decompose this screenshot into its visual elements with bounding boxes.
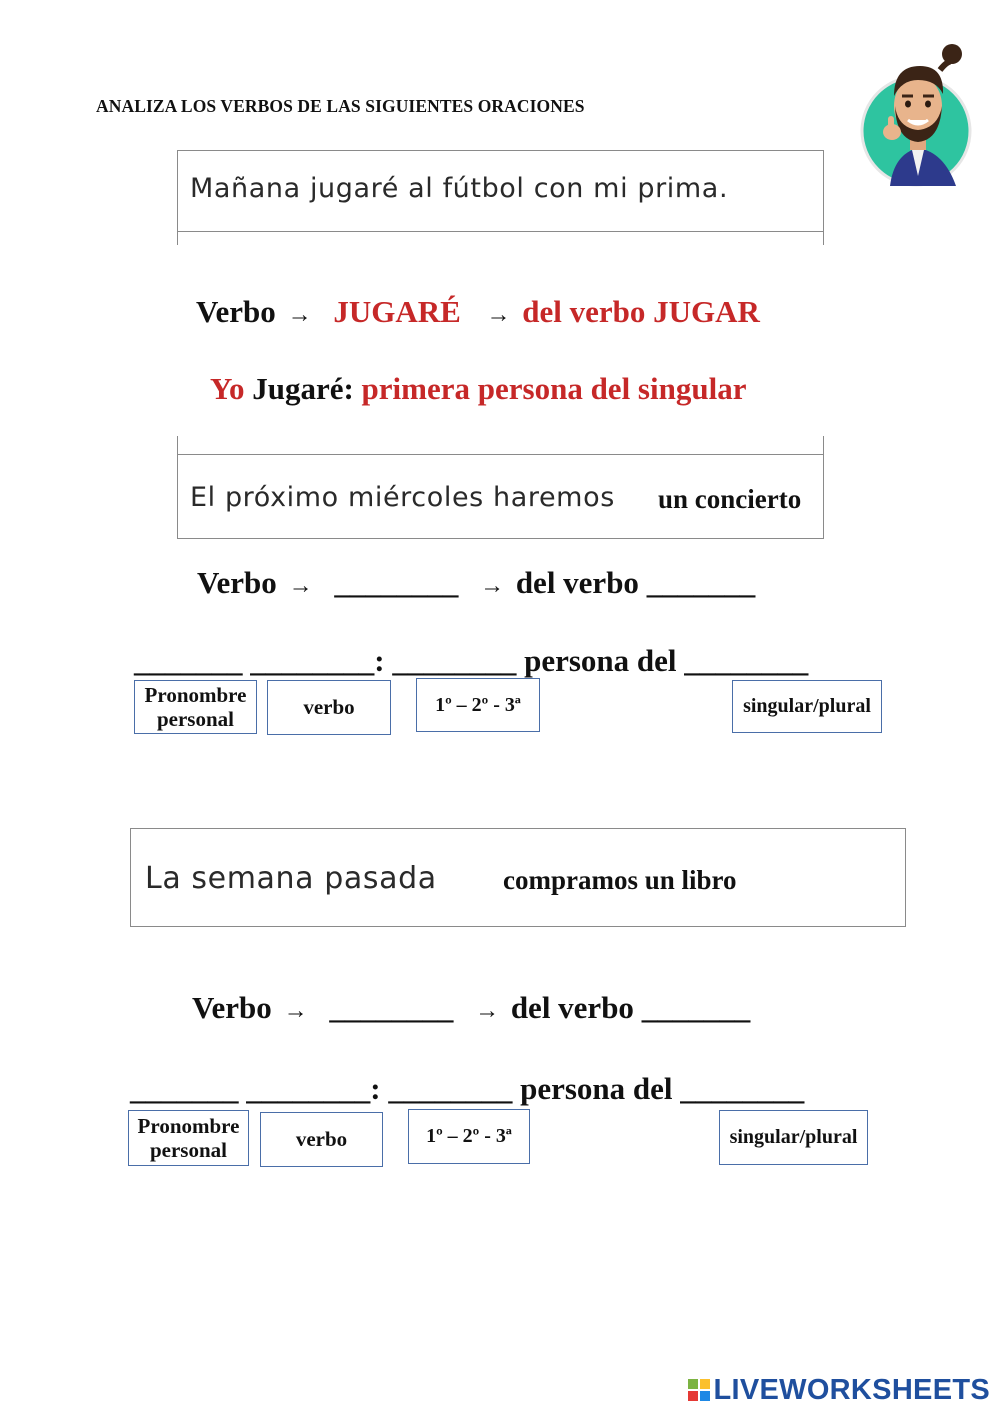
tag-persona: 1º – 2º - 3ª [416, 678, 540, 732]
arrow: → [475, 998, 500, 1024]
arrow: → [288, 573, 313, 599]
exercise2-sentence-part1: La semana pasada [145, 861, 437, 896]
verbo-label: Verbo [196, 294, 276, 329]
example-sentence-box [177, 150, 824, 245]
teacher-avatar [860, 36, 978, 188]
blank-pronoun-input[interactable]: _______ [130, 1071, 239, 1106]
exercise2-sentence-part2: compramos un libro [503, 865, 737, 895]
arrow: → [283, 998, 308, 1024]
tag-pronombre: Pronombre personal [128, 1110, 249, 1166]
arrow: → [486, 302, 511, 328]
verbo-label: Verbo [197, 565, 277, 600]
worksheet-title: ANALIZA LOS VERBOS DE LAS SIGUIENTES ORACIONES [96, 96, 585, 116]
exercise1-sentence-box [177, 436, 824, 539]
blank-person-input[interactable]: ________ [392, 643, 517, 678]
divider [178, 454, 823, 455]
blank-number-input[interactable]: ________ [680, 1071, 805, 1106]
blank-conjugated-input[interactable]: ________: [250, 643, 385, 678]
persona-del-label: persona del [524, 643, 677, 678]
exercise2-verb-line [192, 990, 750, 1026]
blank-conjugated-input[interactable]: ________: [246, 1071, 381, 1106]
exercise1-verb-line [197, 565, 755, 601]
del-verbo-label: del verbo [515, 565, 639, 600]
example-verb-form: JUGARÉ [333, 294, 461, 329]
example-pronoun: Yo [210, 371, 245, 406]
tag-persona: 1º – 2º - 3ª [408, 1109, 530, 1164]
divider [178, 231, 823, 232]
arrow: → [287, 302, 312, 328]
exercise1-sentence-part1: El próximo miércoles haremos [190, 482, 615, 513]
tag-verbo: verbo [260, 1112, 383, 1167]
example-conjugated: Jugaré: [252, 371, 354, 406]
brand-name: LIVEWORKSHEETS [713, 1373, 990, 1406]
verbo-label: Verbo [192, 990, 272, 1025]
liveworksheets-logo [687, 1375, 991, 1405]
example-verb-line [196, 294, 760, 330]
exercise1-person-line [134, 643, 808, 679]
tag-numero: singular/plural [732, 680, 882, 733]
del-verbo-label: del verbo [510, 990, 634, 1025]
blank-person-input[interactable]: ________ [388, 1071, 513, 1106]
example-infinitive: del verbo JUGAR [522, 294, 760, 329]
blank-infinitive-input[interactable]: _______ [646, 565, 756, 600]
blank-verb-input[interactable]: ________ [334, 565, 459, 600]
blank-infinitive-input[interactable]: _______ [641, 990, 751, 1025]
example-person: primera persona del singular [361, 371, 747, 406]
tag-pronombre: Pronombre personal [134, 680, 257, 734]
example-person-line [210, 371, 746, 407]
tag-numero: singular/plural [719, 1110, 868, 1165]
liveworksheets-logo-icon [687, 1378, 711, 1402]
blank-pronoun-input[interactable]: _______ [134, 643, 243, 678]
blank-verb-input[interactable]: ________ [329, 990, 454, 1025]
tag-verbo: verbo [267, 680, 391, 735]
persona-del-label: persona del [520, 1071, 673, 1106]
exercise1-sentence-part2: un concierto [658, 484, 802, 514]
exercise2-person-line [130, 1071, 804, 1107]
arrow: → [480, 573, 505, 599]
exercise2-sentence-box [130, 828, 906, 927]
example-sentence: Mañana jugaré al fútbol con mi prima. [190, 173, 729, 204]
blank-number-input[interactable]: ________ [684, 643, 809, 678]
